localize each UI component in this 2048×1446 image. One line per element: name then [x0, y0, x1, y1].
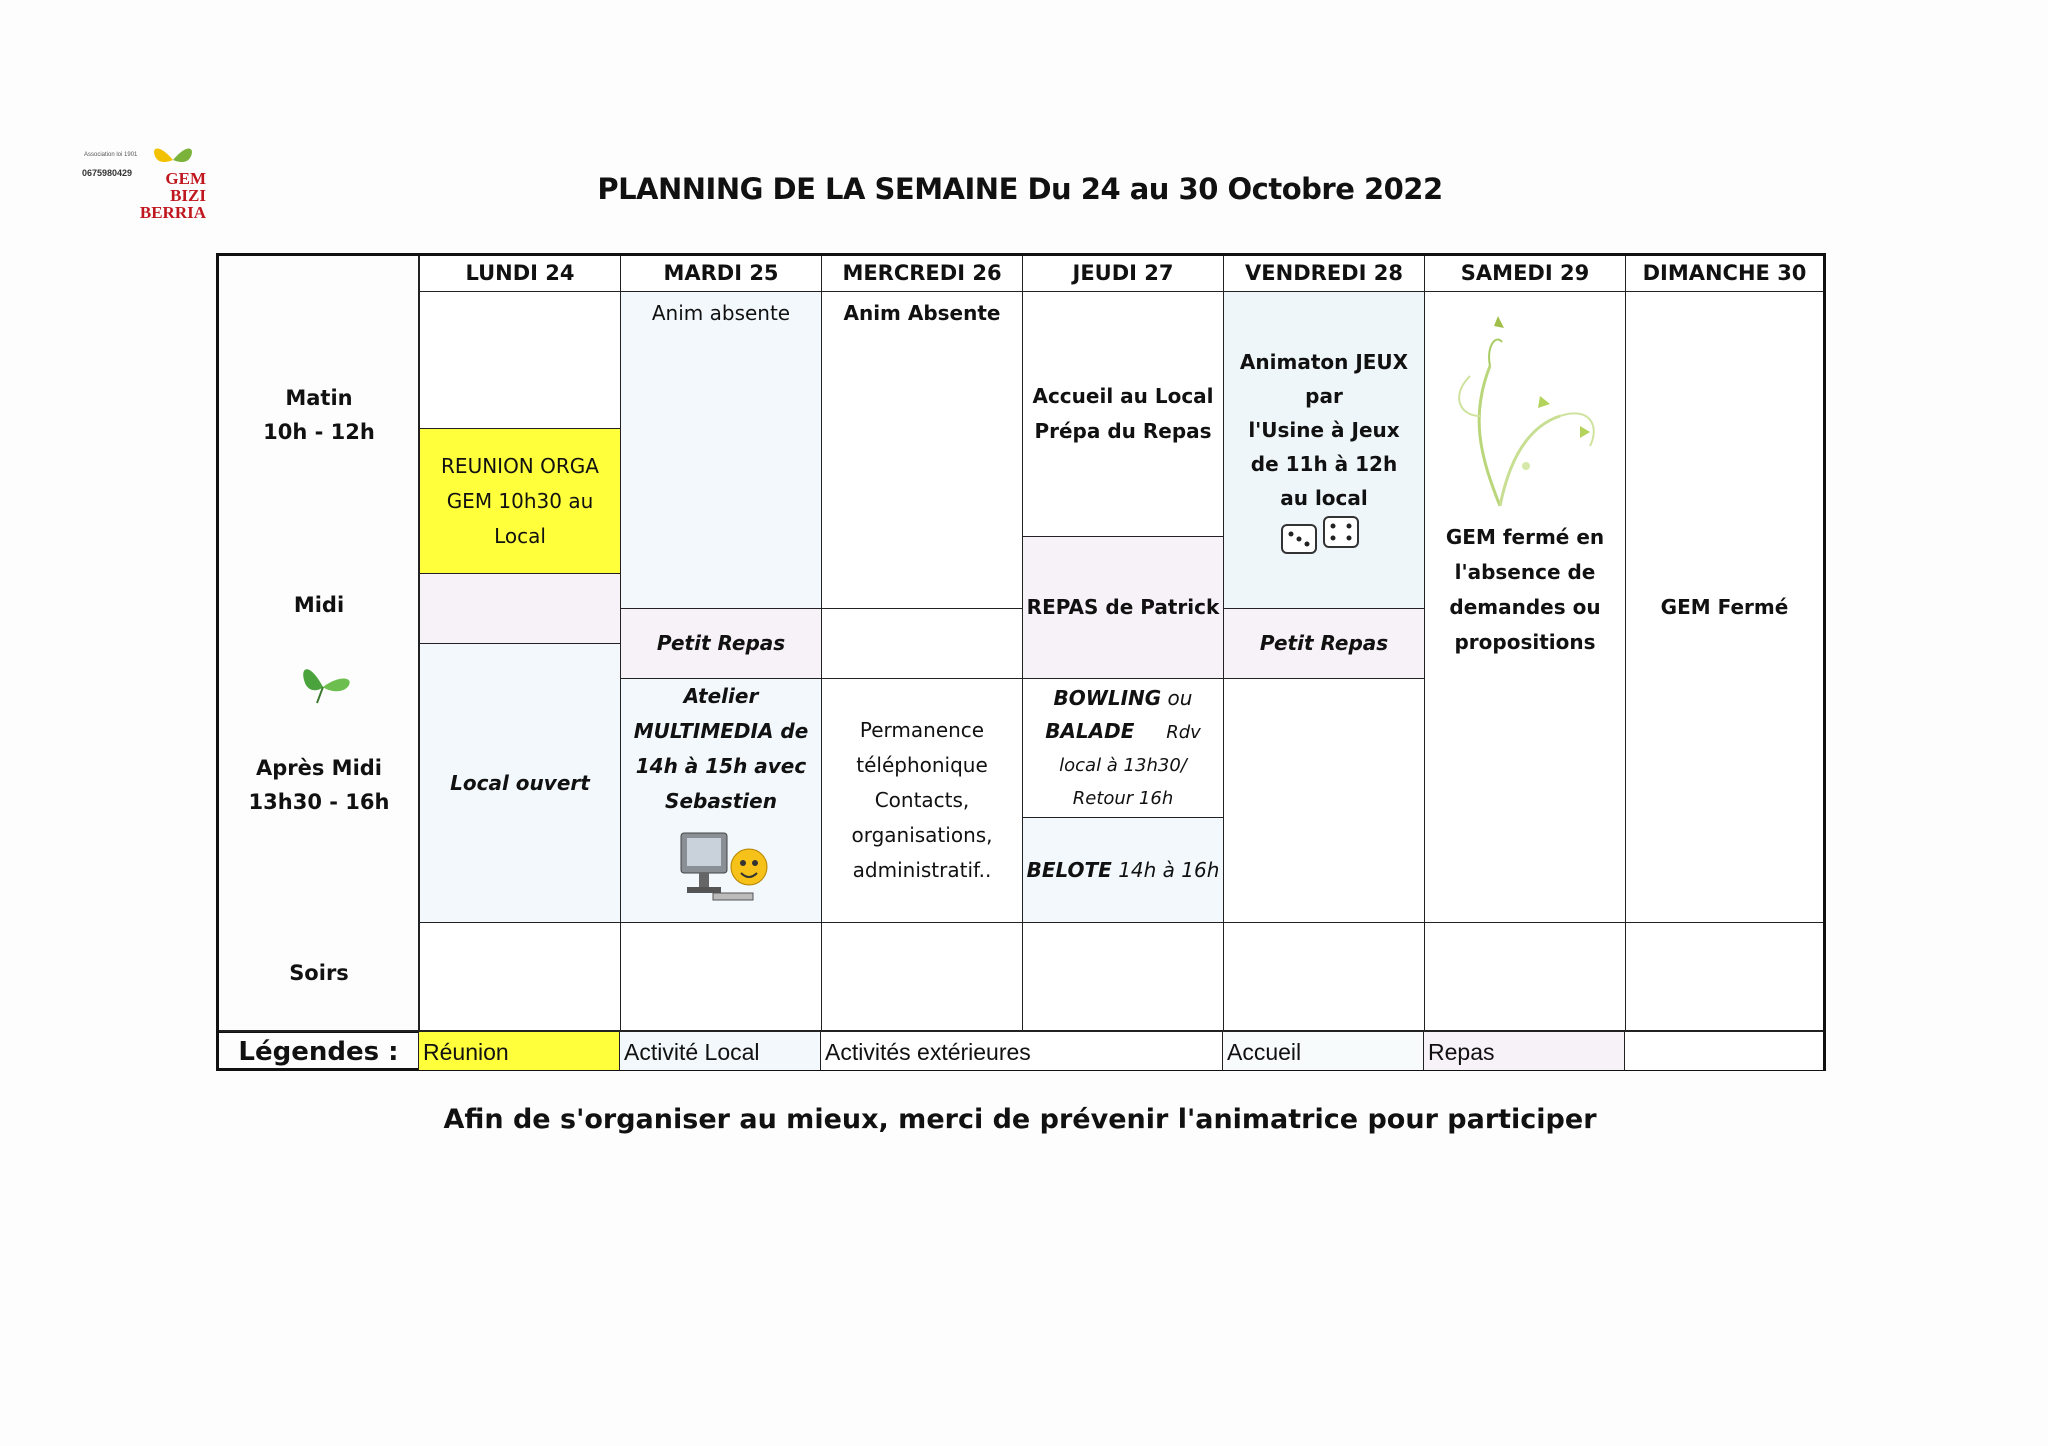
mardi-matin-cell [620, 291, 822, 609]
footer-note: Afin de s'organiser au mieux, merci de prévenir l'animatrice pour participer [443, 1104, 1597, 1135]
jeudi-rdv-text: Rdv [1166, 721, 1201, 743]
jeudi-matin-line2: Prépa du Repas [1034, 419, 1212, 443]
mardi-matin-text: Anim absente [651, 301, 791, 325]
logo-brand-line3: BERRIA [139, 203, 206, 222]
vendredi-soir-cell [1223, 922, 1425, 1033]
logo-brand [140, 170, 206, 221]
mardi-midi-text: Petit Repas [656, 631, 786, 655]
logo-brand-line1: GEM [165, 169, 206, 188]
planning-table [216, 253, 1826, 1071]
mercredi-midi-cell [821, 608, 1023, 679]
mercredi-aprem-cell [821, 678, 1023, 923]
vendredi-matin-line1: Animaton JEUX [1239, 350, 1409, 374]
dice-icon [1276, 515, 1372, 555]
jeudi-midi-cell [1022, 536, 1224, 679]
jeudi-midi-text: REPAS de Patrick [1026, 595, 1220, 619]
dimanche-soir-cell [1625, 922, 1823, 1033]
computer-smiley-icon [661, 827, 781, 917]
dimanche-cell [1625, 291, 1823, 923]
mardi-aprem-cell [620, 678, 822, 923]
jeudi-retour-text: Retour 16h [1072, 787, 1174, 809]
legend-repas: Repas [1424, 1030, 1625, 1070]
jeudi-belote-hours: 14h à 16h [1118, 857, 1220, 882]
row-label-matin [219, 381, 419, 449]
legend-reunion: Réunion [419, 1030, 620, 1070]
day-header-dimanche: DIMANCHE 30 [1625, 256, 1823, 292]
mercredi-aprem-line1: Permanence [859, 718, 985, 742]
jeudi-matin-line1: Accueil au Local [1032, 384, 1214, 408]
floral-decoration-icon [1440, 306, 1610, 516]
legend-activite-local: Activité Local [620, 1030, 821, 1070]
row-label-apres-midi [219, 751, 419, 819]
day-header-mercredi: MERCREDI 26 [821, 256, 1023, 292]
mercredi-aprem-line5: administratif.. [852, 858, 992, 882]
row-label-apres-midi-hours: 13h30 - 16h [248, 790, 390, 814]
day-header-samedi: SAMEDI 29 [1424, 256, 1626, 292]
vendredi-midi-cell [1223, 608, 1425, 679]
vendredi-midi-text: Petit Repas [1259, 631, 1389, 655]
mardi-midi-cell [620, 608, 822, 679]
logo-brand-line2: BIZI [170, 186, 206, 205]
mercredi-matin-cell [821, 291, 1023, 609]
jeudi-balade-text: BALADE [1045, 718, 1135, 743]
mercredi-aprem-line3: Contacts, [874, 788, 970, 812]
lundi-reunion-text: REUNION ORGA GEM 10h30 au Local [441, 453, 599, 548]
row-label-soirs: Soirs [289, 961, 349, 985]
lundi-midi-cell [419, 573, 621, 644]
day-header-lundi: LUNDI 24 [419, 256, 621, 292]
legend-accueil: Accueil [1223, 1030, 1424, 1070]
jeudi-soir-cell [1022, 922, 1224, 1033]
vendredi-aprem-cell [1223, 678, 1425, 923]
vendredi-matin-line4: de 11h à 12h [1250, 452, 1398, 476]
vendredi-matin-line3: l'Usine à Jeux [1248, 418, 1400, 442]
samedi-soir-cell [1424, 922, 1626, 1033]
lundi-matin-cell [419, 291, 621, 429]
gem-logo [70, 140, 210, 232]
day-header-jeudi: JEUDI 27 [1022, 256, 1224, 292]
row-label-matin-text: Matin [285, 386, 353, 410]
jeudi-aprem-belote-cell [1022, 817, 1224, 923]
row-label-matin-hours: 10h - 12h [263, 420, 375, 444]
logo-phone: 0675980429 [82, 168, 133, 178]
lundi-soir-cell [419, 922, 621, 1033]
vendredi-matin-cell [1223, 291, 1425, 609]
jeudi-matin-cell [1022, 291, 1224, 537]
lundi-aprem-cell [419, 643, 621, 923]
dimanche-text: GEM Fermé [1660, 594, 1789, 619]
legend-empty [1625, 1030, 1823, 1070]
mercredi-soir-cell [821, 922, 1023, 1033]
jeudi-ou-text: ou [1167, 685, 1193, 710]
mercredi-aprem-line2: téléphonique [856, 753, 988, 777]
lundi-reunion-cell [419, 428, 621, 574]
logo-association-text: Association loi 1901 [84, 152, 138, 158]
samedi-text: GEM fermé en l'absence de demandes ou propositions [1445, 525, 1605, 654]
legend-title: Légendes : [219, 1030, 419, 1070]
jeudi-belote-text: BELOTE [1026, 857, 1112, 882]
row-label-apres-midi-text: Après Midi [255, 756, 383, 780]
mardi-aprem-text: Atelier MULTIMEDIA de 14h à 15h avec Sebastien [633, 684, 809, 813]
jeudi-local-text: local à 13h30/ [1059, 754, 1187, 776]
lundi-aprem-text: Local ouvert [450, 770, 590, 795]
day-header-vendredi: VENDREDI 28 [1223, 256, 1425, 292]
page-title: PLANNING DE LA SEMAINE Du 24 au 30 Octobre 2022 [597, 172, 1443, 206]
vendredi-matin-line2: par [1305, 384, 1343, 408]
vendredi-matin-line5: au local [1280, 486, 1368, 510]
butterfly-icon [295, 653, 355, 713]
row-label-midi: Midi [293, 593, 345, 617]
mercredi-aprem-line4: organisations, [851, 823, 993, 847]
samedi-cell [1424, 291, 1626, 923]
row-labels-column [219, 256, 419, 1033]
legend-activites-exterieures: Activités extérieures [821, 1030, 1223, 1070]
jeudi-aprem-sortie-cell [1022, 678, 1224, 818]
mercredi-matin-text: Anim Absente [843, 301, 1001, 325]
day-header-mardi: MARDI 25 [620, 256, 822, 292]
jeudi-bowling-text: BOWLING [1053, 685, 1162, 710]
mardi-soir-cell [620, 922, 822, 1033]
